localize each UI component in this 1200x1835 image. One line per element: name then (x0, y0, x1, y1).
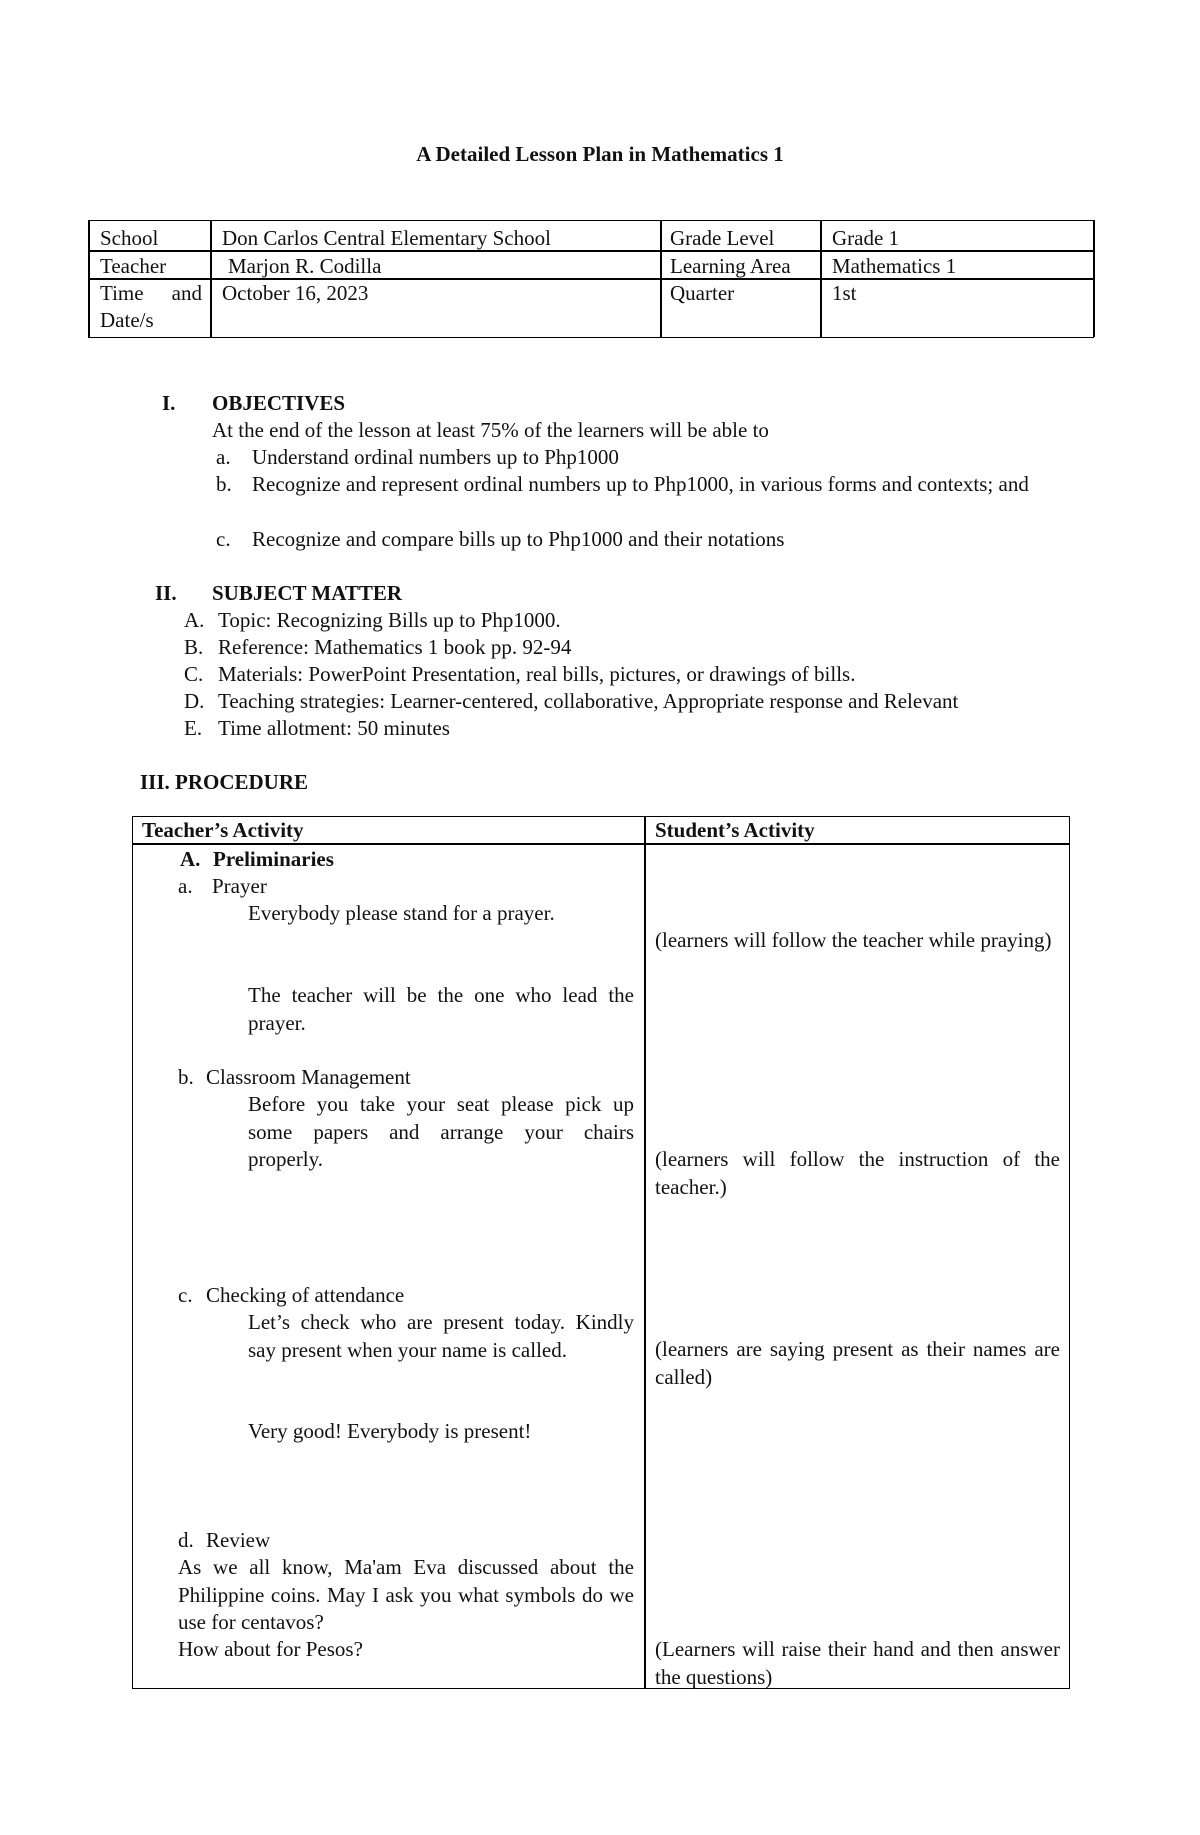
quarter-label: Quarter (670, 281, 735, 305)
classroom-management-label: Classroom Management (206, 1065, 411, 1089)
prayer-label: Prayer (212, 874, 267, 898)
classroom-management-student-text: (learners will follow the instruction of the teacher.) (655, 1147, 1060, 1199)
review-marker: d. (178, 1528, 194, 1552)
review-student-text: (Learners will raise their hand and then answer the questions) (655, 1637, 1060, 1689)
objectives-heading: OBJECTIVES (212, 391, 346, 415)
subject-item: Teaching strategies: Learner-centered, collaborative, Appropriate response and Relevant (218, 689, 959, 713)
document-title: A Detailed Lesson Plan in Mathematics 1 (416, 142, 784, 166)
teacher-activity-header: Teacher’s Activity (142, 818, 304, 842)
classroom-management-teacher-text: Before you take your seat please pick up some papers and arrange your chairs properly. (248, 1092, 634, 1171)
learning-area-label: Learning Area (670, 254, 791, 278)
subject-item: Materials: PowerPoint Presentation, real bills, pictures, or drawings of bills. (218, 662, 856, 686)
subject-item: Time allotment: 50 minutes (218, 716, 450, 740)
subject-marker: D. (184, 689, 205, 713)
objective-item: Recognize and represent ordinal numbers up to Php1000, in various forms and contexts; and (252, 472, 1029, 496)
objectives-numeral: I. (162, 391, 176, 415)
preliminaries-heading: Preliminaries (213, 847, 334, 871)
quarter-value: 1st (832, 281, 857, 305)
classroom-management-marker: b. (178, 1065, 194, 1089)
prayer-student-text: (learners will follow the teacher while praying) (655, 928, 1052, 952)
review-teacher-text: How about for Pesos? (178, 1637, 363, 1661)
review-label: Review (206, 1528, 271, 1552)
objective-item: Understand ordinal numbers up to Php1000 (252, 445, 619, 469)
procedure-heading: III. PROCEDURE (140, 770, 309, 794)
attendance-student-text: (learners are saying present as their names are called) (655, 1337, 1060, 1389)
grade-level-value: Grade 1 (832, 226, 900, 250)
time-date-label-line1: Time and (100, 281, 202, 305)
attendance-teacher-text: Let’s check who are present today. Kindly say present when your name is called. (248, 1310, 634, 1362)
teacher-value: Marjon R. Codilla (228, 254, 382, 278)
subject-marker: B. (184, 635, 204, 659)
time-date-label-line2: Date/s (100, 308, 154, 332)
objective-marker: c. (216, 527, 231, 551)
school-value: Don Carlos Central Elementary School (222, 226, 551, 250)
subject-marker: C. (184, 662, 204, 686)
prayer-teacher-text: Everybody please stand for a prayer. (248, 901, 555, 925)
grade-level-label: Grade Level (670, 226, 775, 250)
procedure-table-column-divider (644, 816, 646, 1689)
school-label: School (100, 226, 159, 250)
teacher-label: Teacher (100, 254, 167, 278)
objectives-intro: At the end of the lesson at least 75% of the learners will be able to (212, 418, 769, 442)
learning-area-value: Mathematics 1 (832, 254, 957, 278)
attendance-marker: c. (178, 1283, 193, 1307)
prayer-marker: a. (178, 874, 193, 898)
prayer-teacher-text: The teacher will be the one who lead the prayer. (248, 983, 634, 1035)
subject-matter-heading: SUBJECT MATTER (212, 581, 403, 605)
objective-marker: b. (216, 472, 232, 496)
preliminaries-marker: A. (180, 847, 201, 871)
subject-item: Reference: Mathematics 1 book pp. 92-94 (218, 635, 572, 659)
subject-item: Topic: Recognizing Bills up to Php1000. (218, 608, 561, 632)
time-date-value: October 16, 2023 (222, 281, 369, 305)
objective-marker: a. (216, 445, 231, 469)
objective-item: Recognize and compare bills up to Php1000 and their notations (252, 527, 785, 551)
subject-matter-numeral: II. (155, 581, 177, 605)
attendance-label: Checking of attendance (206, 1283, 405, 1307)
subject-marker: E. (184, 716, 203, 740)
student-activity-header: Student’s Activity (655, 818, 815, 842)
attendance-teacher-text: Very good! Everybody is present! (248, 1419, 532, 1443)
review-teacher-text: As we all know, Ma'am Eva discussed about the Philippine coins. May I ask you what symbols do we use for centavos? (178, 1555, 634, 1634)
subject-marker: A. (184, 608, 205, 632)
